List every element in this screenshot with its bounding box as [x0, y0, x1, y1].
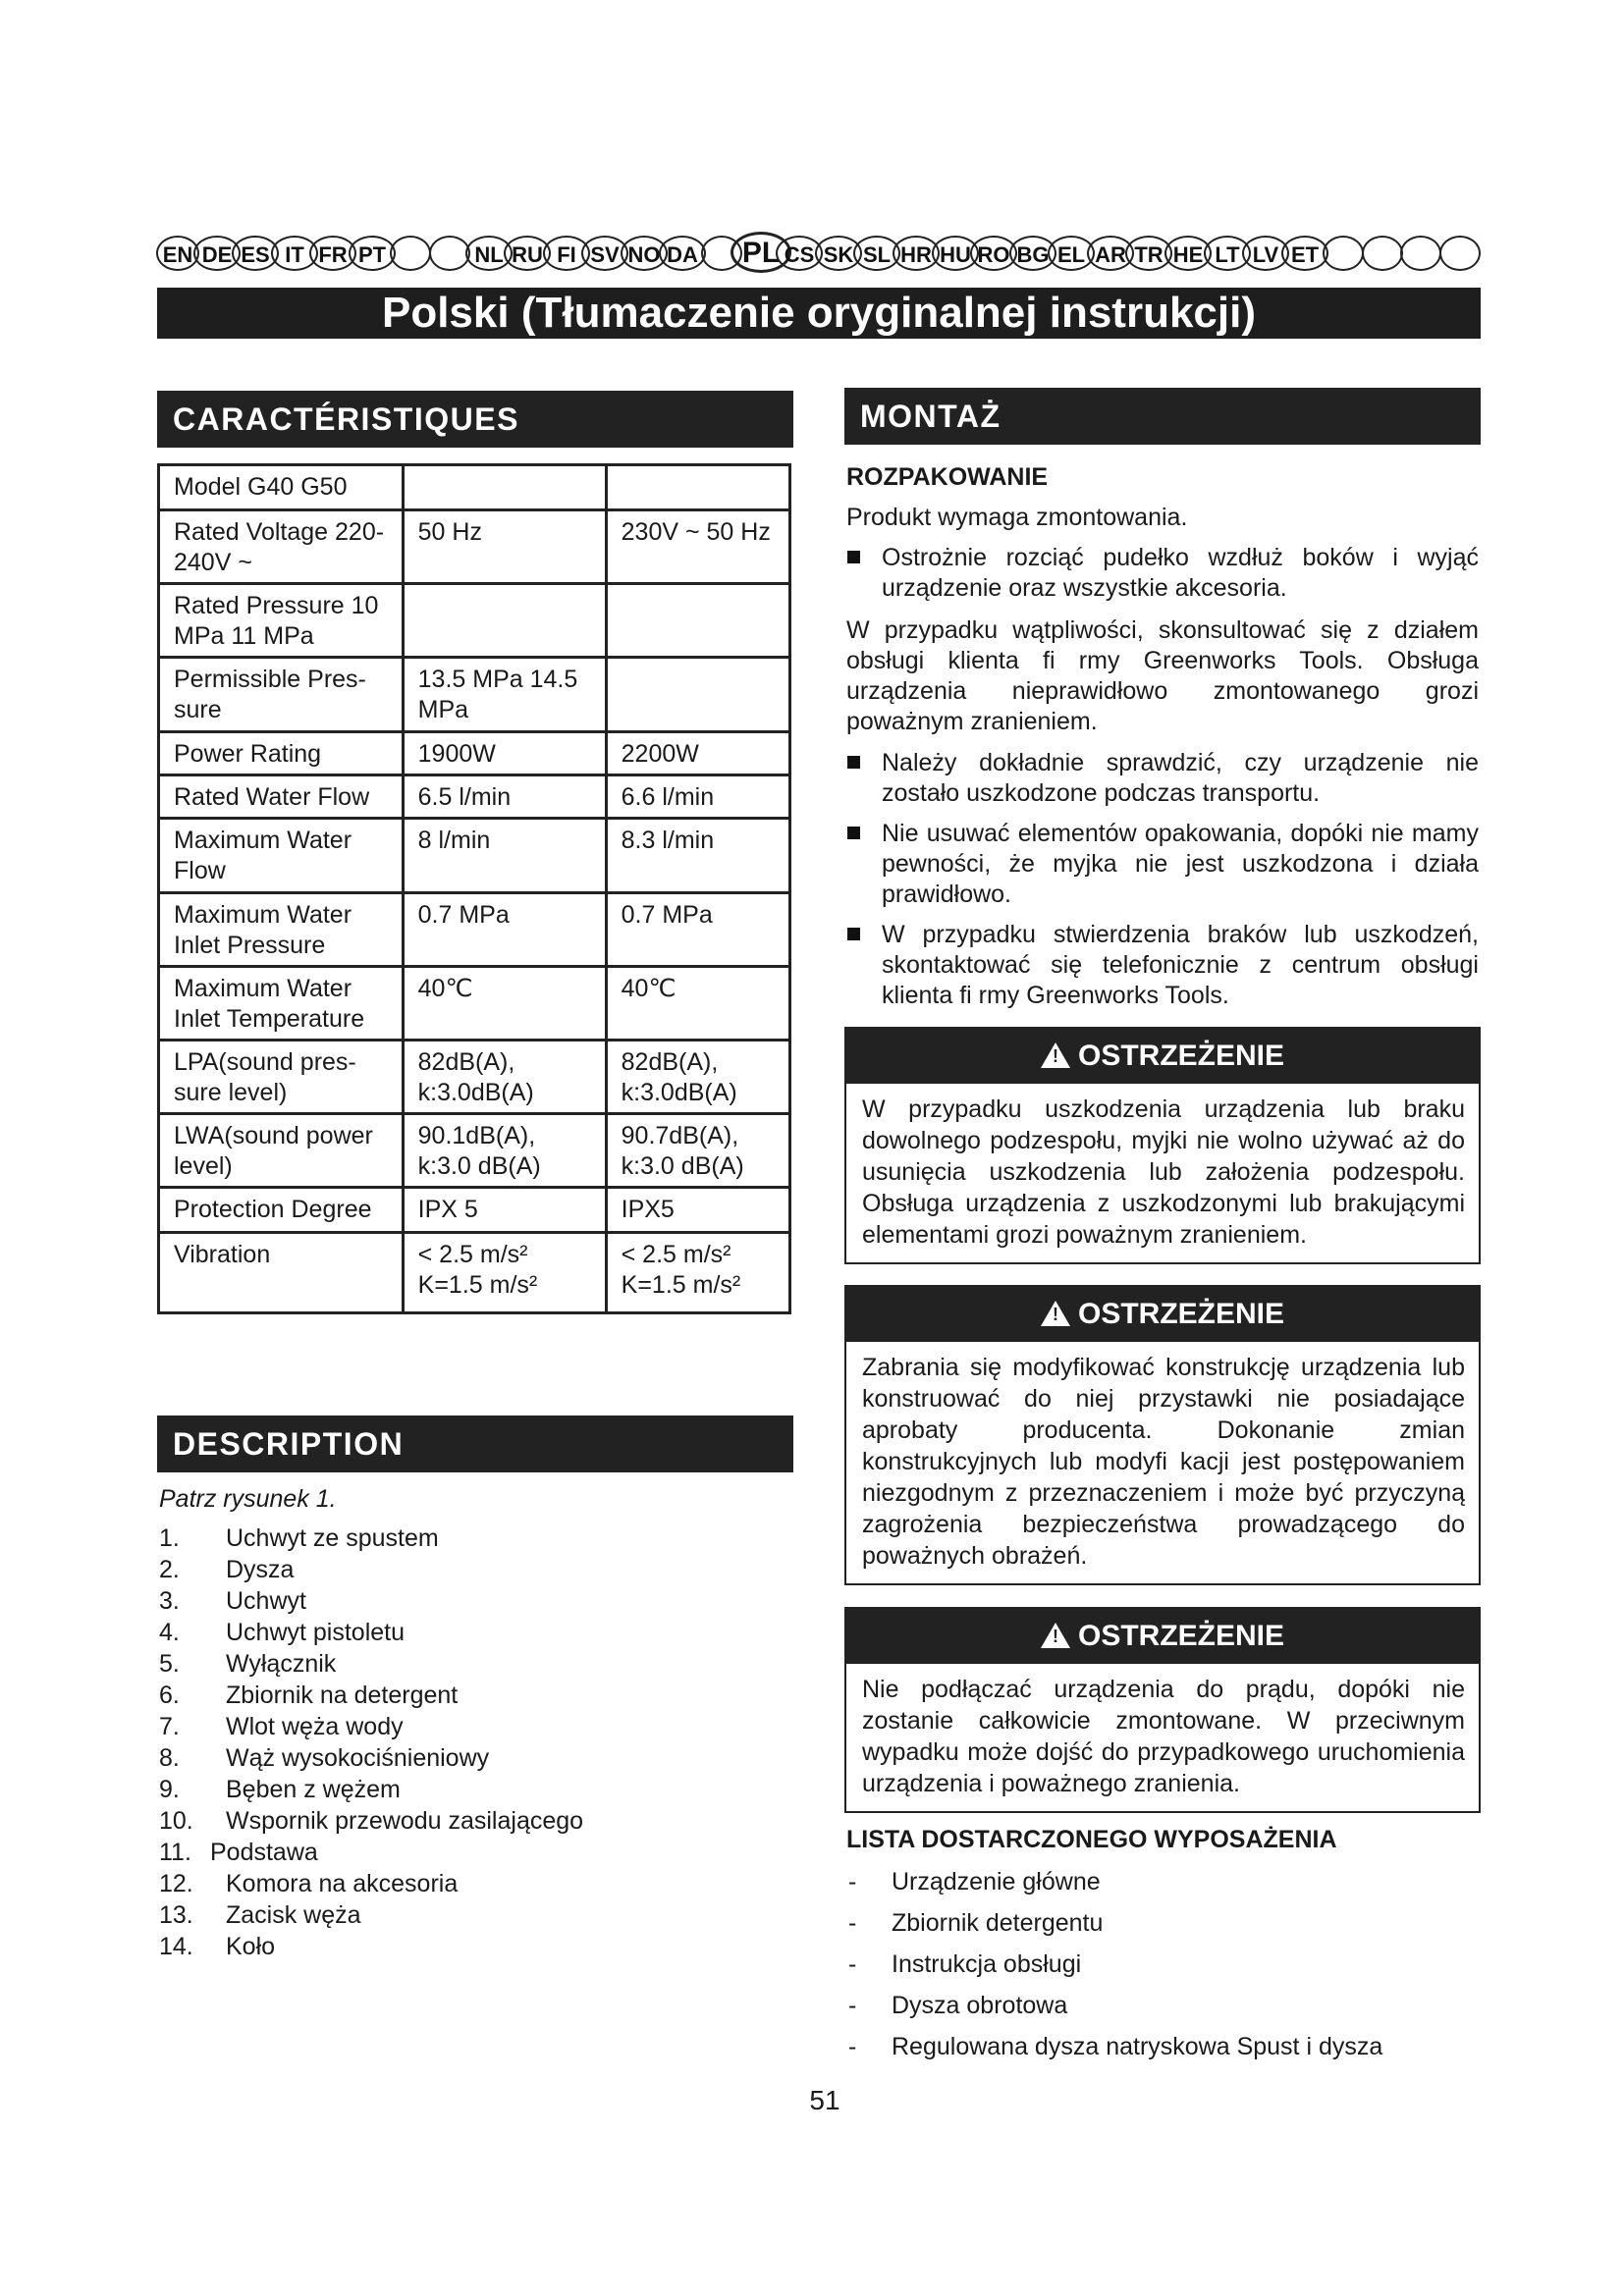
bullet-square-icon [847, 928, 860, 940]
dash-marker: - [848, 2033, 857, 2060]
list-item [159, 1837, 787, 1868]
bullet-square-icon [847, 756, 860, 769]
language-tab-pl[interactable]: PL [731, 232, 791, 273]
spec-value: 6.5 l/min [403, 775, 606, 819]
spec-value: 6.6 l/min [606, 775, 789, 819]
spec-label: Vibration [159, 1233, 404, 1313]
bullet-text: Należy dokładnie sprawdzić, czy urządzenie nie zostało uszkodzone podczas transportu. [882, 749, 1479, 807]
spec-label: Model G40 G50 [159, 465, 404, 510]
list-item-number: 4. [159, 1619, 180, 1646]
spec-value: < 2.5 m/s² K=1.5 m/s² [403, 1233, 606, 1313]
list-item [844, 2026, 1473, 2067]
language-tab-de[interactable]: DE [193, 236, 241, 271]
list-item [844, 1902, 1473, 1944]
language-tab-en[interactable]: EN [156, 236, 199, 271]
warning-text: W przypadku uszkodzenia urządzenia lub braku dowolnego podzespołu, myjki nie wolno używać aż do usunięcia uszkodzenia lub założenia podzespołu. Obsługa urządzenia z uszkodzonymi lub brakującymi elementami grozi poważnym zranieniem. [862, 1095, 1465, 1249]
list-item-text: Instrukcja obsługi [892, 1950, 1082, 1978]
dash-marker: - [848, 1909, 857, 1937]
list-item [159, 1554, 787, 1585]
spec-label: Permissible Pres-sure [159, 658, 404, 732]
list-item-text: Wspornik przewodu zasilającego [226, 1807, 584, 1835]
spec-label: Rated Voltage 220-240V ~ [159, 510, 404, 584]
language-tab-pt[interactable]: PT [349, 236, 396, 271]
dash-marker: - [848, 1950, 857, 1978]
inspect-bullet [844, 748, 1479, 809]
language-tab-el[interactable]: EL [1048, 236, 1095, 271]
spec-label: LWA(sound power level) [159, 1114, 404, 1188]
list-item [159, 1805, 787, 1837]
list-item [844, 1944, 1473, 1985]
spec-value: 40℃ [403, 967, 606, 1041]
spec-row [159, 775, 790, 819]
warning-box [844, 1285, 1481, 1585]
spec-row [159, 465, 790, 510]
list-item-text: Uchwyt [226, 1587, 306, 1615]
bullet-text: Ostrożnie rozciąć pudełko wzdłuż boków i wyjąć urządzenie oraz wszystkie akcesoria. [882, 544, 1479, 602]
language-tab-fi[interactable]: FI [543, 236, 590, 271]
spec-label: Protection Degree [159, 1188, 404, 1233]
language-tab-tr[interactable]: TR [1125, 236, 1172, 271]
language-tab-sv[interactable]: SV [581, 236, 628, 271]
supply-heading: LISTA DOSTARCZONEGO WYPOSAŻENIA [846, 1826, 1337, 1853]
spec-row [159, 1188, 790, 1233]
language-tab-empty[interactable] [429, 236, 470, 271]
list-item-number: 2. [159, 1556, 180, 1583]
page-title: Polski (Tłumaczenie oryginalnej instrukcji) [157, 288, 1481, 339]
language-tab-et[interactable]: ET [1281, 236, 1328, 271]
missing-parts-bullet [844, 920, 1479, 1011]
support-paragraph: W przypadku wątpliwości, skonsultować się z działem obsługi klienta fi rmy Greenworks Tools. Obsługa urządzenia nieprawidłowo zmontowanego grozi poważnym zranieniem. [846, 616, 1479, 735]
spec-value: IPX 5 [403, 1188, 606, 1233]
warning-header [846, 1287, 1479, 1342]
language-tab-ro[interactable]: RO [970, 236, 1017, 271]
spec-label: LPA(sound pres-sure level) [159, 1041, 404, 1114]
warning-title: OSTRZEŻENIE [1077, 1040, 1284, 1072]
spec-value: 90.7dB(A), k:3.0 dB(A) [606, 1114, 789, 1188]
list-item [159, 1585, 787, 1617]
spec-table [157, 463, 791, 1314]
spec-value: 82dB(A), k:3.0dB(A) [606, 1041, 789, 1114]
spec-row [159, 1041, 790, 1114]
list-item-number: 12. [159, 1870, 193, 1897]
list-item [159, 1680, 787, 1711]
list-item-number: 8. [159, 1744, 180, 1772]
spec-value: 13.5 MPa 14.5 MPa [403, 658, 606, 732]
language-bar [154, 232, 1480, 279]
list-item-text: Regulowana dysza natryskowa Spust i dysza [892, 2033, 1383, 2060]
language-tab-hr[interactable]: HR [893, 236, 940, 271]
language-tab-empty[interactable] [390, 236, 431, 271]
spec-value: 0.7 MPa [606, 893, 789, 967]
spec-value: 40℃ [606, 967, 789, 1041]
list-item [159, 1648, 787, 1680]
spec-label: Rated Pressure 10 MPa 11 MPa [159, 584, 404, 658]
dash-marker: - [848, 1992, 857, 2019]
supply-list [844, 1861, 1473, 2067]
bullet-square-icon [847, 827, 860, 839]
list-item-number: 5. [159, 1650, 180, 1678]
list-item-text: Komora na akcesoria [226, 1870, 459, 1897]
spec-value: 1900W [403, 732, 606, 775]
unpacking-heading: ROZPAKOWANIE [846, 463, 1049, 491]
list-item-text: Uchwyt ze spustem [226, 1524, 439, 1552]
list-item-text: Koło [226, 1933, 276, 1960]
list-item [159, 1868, 787, 1899]
warning-icon: ! [1041, 1301, 1070, 1326]
warning-text: Nie podłączać urządzenia do prądu, dopóki nie zostanie całkowicie zmontowane. W przeciwnym wypadku może dojść do przypadkowego uruchomienia urządzenia i poważnego zranienia. [862, 1676, 1465, 1797]
language-tab-da[interactable]: DA [659, 236, 706, 271]
spec-row [159, 584, 790, 658]
spec-value: 8 l/min [403, 819, 606, 893]
list-item-text: Dysza obrotowa [892, 1992, 1068, 2019]
spec-value [403, 465, 606, 510]
unpacking-intro: Produkt wymaga zmontowania. [846, 504, 1188, 531]
spec-value [606, 584, 789, 658]
list-item-number: 3. [159, 1587, 180, 1615]
language-tab-empty[interactable] [1362, 236, 1403, 271]
language-tab-fr[interactable]: FR [309, 236, 356, 271]
spec-row [159, 893, 790, 967]
page-number: 51 [809, 2085, 840, 2115]
spec-row [159, 967, 790, 1041]
warning-title: OSTRZEŻENIE [1077, 1298, 1284, 1330]
packaging-bullet [844, 819, 1479, 910]
specs-heading: CARACTÉRISTIQUES [157, 391, 793, 448]
list-item [159, 1522, 787, 1554]
description-heading: DESCRIPTION [157, 1415, 793, 1472]
spec-row [159, 819, 790, 893]
parts-list [159, 1522, 787, 1962]
bullet-text: Nie usuwać elementów opakowania, dopóki nie mamy pewności, że myjka nie jest uszkodzona i działa prawidłowo. [882, 820, 1479, 908]
language-tab-ru[interactable]: RU [504, 236, 551, 271]
language-tab-it[interactable]: IT [271, 236, 318, 271]
list-item-number: 6. [159, 1682, 180, 1709]
list-item [159, 1931, 787, 1962]
language-tab-empty[interactable] [1400, 236, 1441, 271]
language-tab-no[interactable]: NO [621, 236, 668, 271]
language-tab-empty[interactable] [1439, 236, 1481, 271]
list-item-text: Dysza [226, 1556, 295, 1583]
language-tab-lt[interactable]: LT [1204, 236, 1251, 271]
spec-row [159, 1114, 790, 1188]
list-item-number: 9. [159, 1776, 180, 1803]
warning-box [844, 1607, 1481, 1813]
spec-label: Power Rating [159, 732, 404, 775]
language-tab-cs[interactable]: CS [776, 236, 823, 271]
list-item-number: 13. [159, 1901, 193, 1929]
list-item-number: 14. [159, 1933, 193, 1960]
language-tab-lv[interactable]: LV [1242, 236, 1289, 271]
spec-label: Maximum Water Flow [159, 819, 404, 893]
list-item-text: Wyłącznik [226, 1650, 337, 1678]
spec-value [403, 584, 606, 658]
list-item [159, 1617, 787, 1648]
spec-value: 230V ~ 50 Hz [606, 510, 789, 584]
warning-icon: ! [1041, 1623, 1070, 1648]
bullet-text: W przypadku stwierdzenia braków lub uszkodzeń, skontaktować się telefonicznie z centrum obsługi klienta fi rmy Greenworks Tools. [882, 921, 1479, 1009]
spec-label: Maximum Water Inlet Pressure [159, 893, 404, 967]
unpacking-bullet [844, 543, 1479, 604]
spec-value: < 2.5 m/s² K=1.5 m/s² [606, 1233, 789, 1313]
spec-value: 50 Hz [403, 510, 606, 584]
warning-header [846, 1609, 1479, 1664]
spec-row [159, 732, 790, 775]
list-item [844, 1861, 1473, 1902]
list-item-text: Zbiornik detergentu [892, 1909, 1104, 1937]
spec-label: Maximum Water Inlet Temperature [159, 967, 404, 1041]
montaz-heading: MONTAŻ [844, 388, 1481, 445]
spec-value [606, 658, 789, 732]
language-tab-sl[interactable]: SL [853, 236, 900, 271]
language-tab-ar[interactable]: AR [1087, 236, 1134, 271]
language-tab-hu[interactable]: HU [932, 236, 979, 271]
list-item-text: Bęben z wężem [226, 1776, 401, 1803]
list-item [159, 1742, 787, 1774]
list-item [159, 1899, 787, 1931]
spec-value [606, 465, 789, 510]
language-tab-nl[interactable]: NL [465, 236, 513, 271]
warning-header [846, 1029, 1479, 1084]
spec-value: 2200W [606, 732, 789, 775]
spec-value: 0.7 MPa [403, 893, 606, 967]
list-item-number: 7. [159, 1713, 180, 1740]
list-item [159, 1711, 787, 1742]
list-item-number: 1. [159, 1524, 180, 1552]
list-item-text: Wąż wysokociśnieniowy [226, 1744, 490, 1772]
list-item-text: Podstawa [210, 1839, 318, 1866]
list-item-text: Zacisk węża [226, 1901, 361, 1929]
list-item-number: 11. [159, 1839, 191, 1866]
list-item [159, 1774, 787, 1805]
spec-value: 82dB(A), k:3.0dB(A) [403, 1041, 606, 1114]
dash-marker: - [848, 1868, 857, 1896]
list-item-text: Wlot węża wody [226, 1713, 404, 1740]
warning-box [844, 1027, 1481, 1264]
spec-row [159, 658, 790, 732]
warning-icon: ! [1041, 1042, 1070, 1068]
warning-title: OSTRZEŻENIE [1077, 1620, 1284, 1652]
spec-value: 8.3 l/min [606, 819, 789, 893]
spec-value: 90.1dB(A), k:3.0 dB(A) [403, 1114, 606, 1188]
language-tab-sk[interactable]: SK [815, 236, 862, 271]
spec-row [159, 1233, 790, 1313]
list-item-text: Zbiornik na detergent [226, 1682, 459, 1709]
spec-value: IPX5 [606, 1188, 789, 1233]
list-item-number: 10. [159, 1807, 193, 1835]
spec-label: Rated Water Flow [159, 775, 404, 819]
bullet-square-icon [847, 551, 860, 563]
spec-row [159, 510, 790, 584]
language-tab-bg[interactable]: BG [1009, 236, 1056, 271]
list-item [844, 1985, 1473, 2026]
list-item-text: Urządzenie główne [892, 1868, 1101, 1896]
warning-text: Zabrania się modyfikować konstrukcję urządzenia lub konstruować do niej przystawki nie posiadające aprobaty producenta. Dokonanie zmian konstrukcyjnych lub modyfi kacji jest postępowaniem niezgodnym z przeznaczeniem i może być przyczyną zagrożenia bezpieczeństwa prowadzącego do poważnych obrażeń. [862, 1354, 1465, 1570]
list-item-text: Uchwyt pistoletu [226, 1619, 406, 1646]
language-tab-empty[interactable] [1323, 236, 1364, 271]
language-tab-es[interactable]: ES [232, 236, 279, 271]
figure-reference: Patrz rysunek 1. [159, 1485, 337, 1513]
language-tab-he[interactable]: HE [1164, 236, 1212, 271]
